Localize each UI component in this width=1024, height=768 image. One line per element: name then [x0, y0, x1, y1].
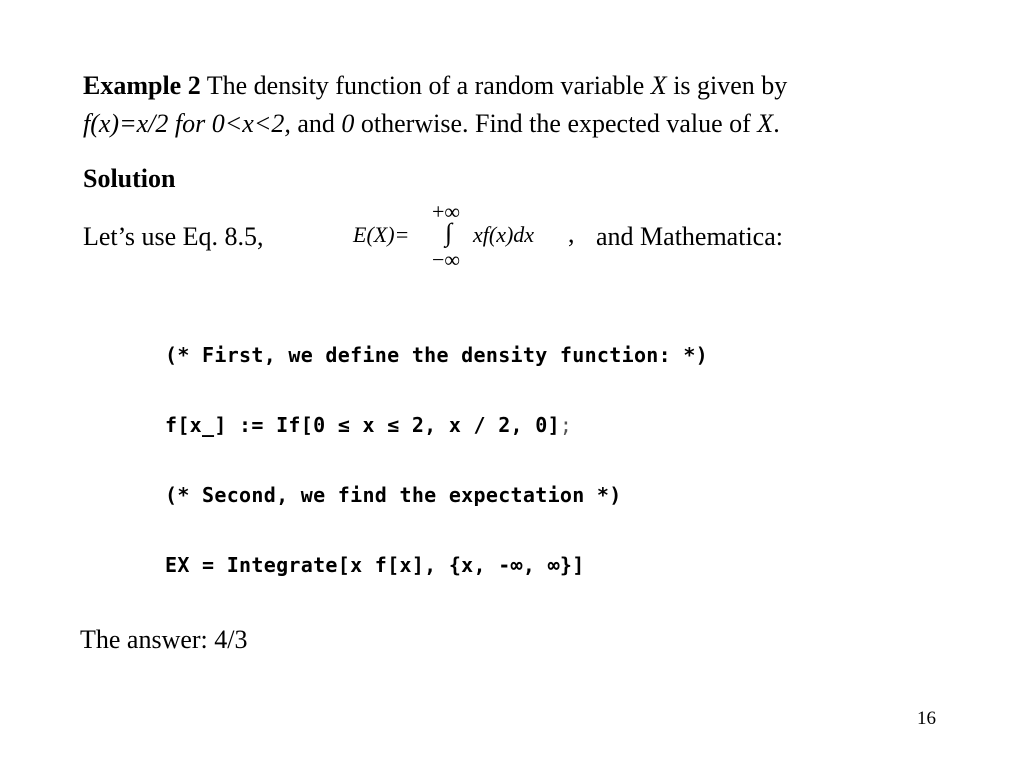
code-comment-expectation: (* Second, we find the expectation *) — [165, 483, 622, 507]
problem-text-tail: is given by — [666, 71, 788, 100]
equation-lhs: E(X)= — [353, 222, 410, 247]
code-density-definition — [165, 413, 572, 437]
and-text: and — [290, 109, 342, 138]
zero-value: 0 — [341, 109, 355, 138]
code-semicolon: ; — [559, 413, 573, 437]
integral-sign: ∫ — [445, 218, 453, 247]
code-density-main: f[x_] := If[0 ≤ x ≤ 2, x / 2, 0] — [165, 413, 560, 437]
period: . — [773, 109, 780, 138]
code-comment-define: (* First, we define the density function: *) — [165, 343, 709, 367]
integral-lower-limit: −∞ — [432, 247, 461, 272]
problem-statement-line-2 — [83, 106, 780, 142]
problem-text: The density function of a random variable — [200, 71, 651, 100]
integral-upper-limit: +∞ — [432, 199, 461, 224]
page-number: 16 — [917, 708, 936, 729]
solution-heading: Solution — [83, 164, 176, 193]
example-label: Example 2 — [83, 71, 201, 100]
variable-x: X — [650, 71, 667, 100]
equation-intro: Let’s use Eq. 8.5, — [83, 222, 264, 251]
mathematica-phrase: and Mathematica: — [596, 222, 783, 251]
answer-text: The answer: 4/3 — [80, 625, 248, 654]
equation-comma: , — [568, 219, 575, 248]
problem-statement-line-1 — [83, 68, 787, 104]
density-definition: f(x)=x/2 for 0<x<2, — [83, 109, 291, 138]
variable-x-end: X — [757, 109, 774, 138]
integrand: xf(x)dx — [473, 222, 535, 247]
expectation-equation — [350, 198, 600, 278]
code-integrate: EX = Integrate[x f[x], {x, -∞, ∞}] — [165, 553, 585, 577]
question-text: otherwise. Find the expected value of — [354, 109, 758, 138]
